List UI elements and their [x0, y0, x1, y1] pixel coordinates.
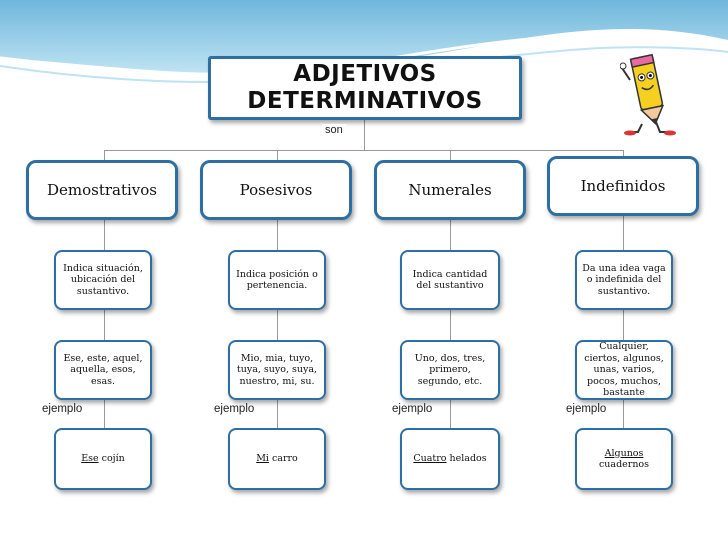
connector-label: son: [322, 124, 346, 136]
words-box: [575, 340, 673, 400]
example-rest: cojín: [98, 453, 125, 465]
words-text: Ese, este, aquel, aquella, esos, esas.: [63, 352, 143, 387]
category-demostrativos: [26, 160, 178, 220]
category-numerales: [374, 160, 526, 220]
category-label: Demostrativos: [46, 181, 158, 199]
example-word: Algunos: [604, 447, 644, 459]
category-label: Posesivos: [239, 181, 313, 199]
category-indefinidos: [547, 156, 699, 216]
title-line1: ADJETIVOS: [293, 61, 437, 87]
example-label: ejemplo: [392, 403, 433, 415]
example-word: Mi: [256, 453, 269, 465]
definition-box: [575, 250, 673, 310]
category-posesivos: [200, 160, 352, 220]
words-text: Uno, dos, tres, primero, segundo, etc.: [414, 352, 486, 387]
example-box: [228, 428, 326, 490]
definition-box: [400, 250, 500, 310]
example-label: ejemplo: [214, 403, 255, 415]
words-box: [228, 340, 326, 400]
definition-box: [54, 250, 152, 310]
example-rest: carro: [268, 453, 298, 465]
words-text: Mio, mia, tuyo, tuya, suyo, suya, nuestro, mi, su.: [236, 352, 318, 387]
category-label: Indefinidos: [580, 177, 666, 195]
example-rest: helados: [446, 453, 487, 465]
definition-box: [228, 250, 326, 310]
example-rest: cuadernos: [598, 459, 650, 470]
example-box: [400, 428, 500, 490]
example-text: [81, 453, 125, 465]
example-label: ejemplo: [566, 403, 607, 415]
words-text: Cualquier, ciertos, algunos, unas, varios, pocos, muchos, bastante: [584, 341, 664, 399]
category-label: Numerales: [408, 181, 492, 199]
example-word: Cuatro: [413, 453, 447, 465]
example-text: [413, 453, 486, 465]
example-box: [54, 428, 152, 490]
example-label: ejemplo: [42, 403, 83, 415]
title-box: [208, 56, 522, 120]
definition-text: Da una idea vaga o indefinida del sustantivo.: [582, 262, 666, 297]
example-text: [256, 453, 298, 465]
words-box: [54, 340, 152, 400]
title-line2: DETERMINATIVOS: [247, 88, 483, 114]
example-word: Ese: [81, 453, 99, 465]
definition-text: Indica situación, ubicación del sustantivo.: [63, 262, 143, 297]
definition-text: Indica cantidad del sustantivo: [412, 268, 488, 291]
example-text: [581, 448, 667, 471]
definition-text: Indica posición o pertenencia.: [236, 268, 318, 291]
words-box: [400, 340, 500, 400]
example-box: [575, 428, 673, 490]
pencil-mascot-icon: [620, 50, 680, 136]
